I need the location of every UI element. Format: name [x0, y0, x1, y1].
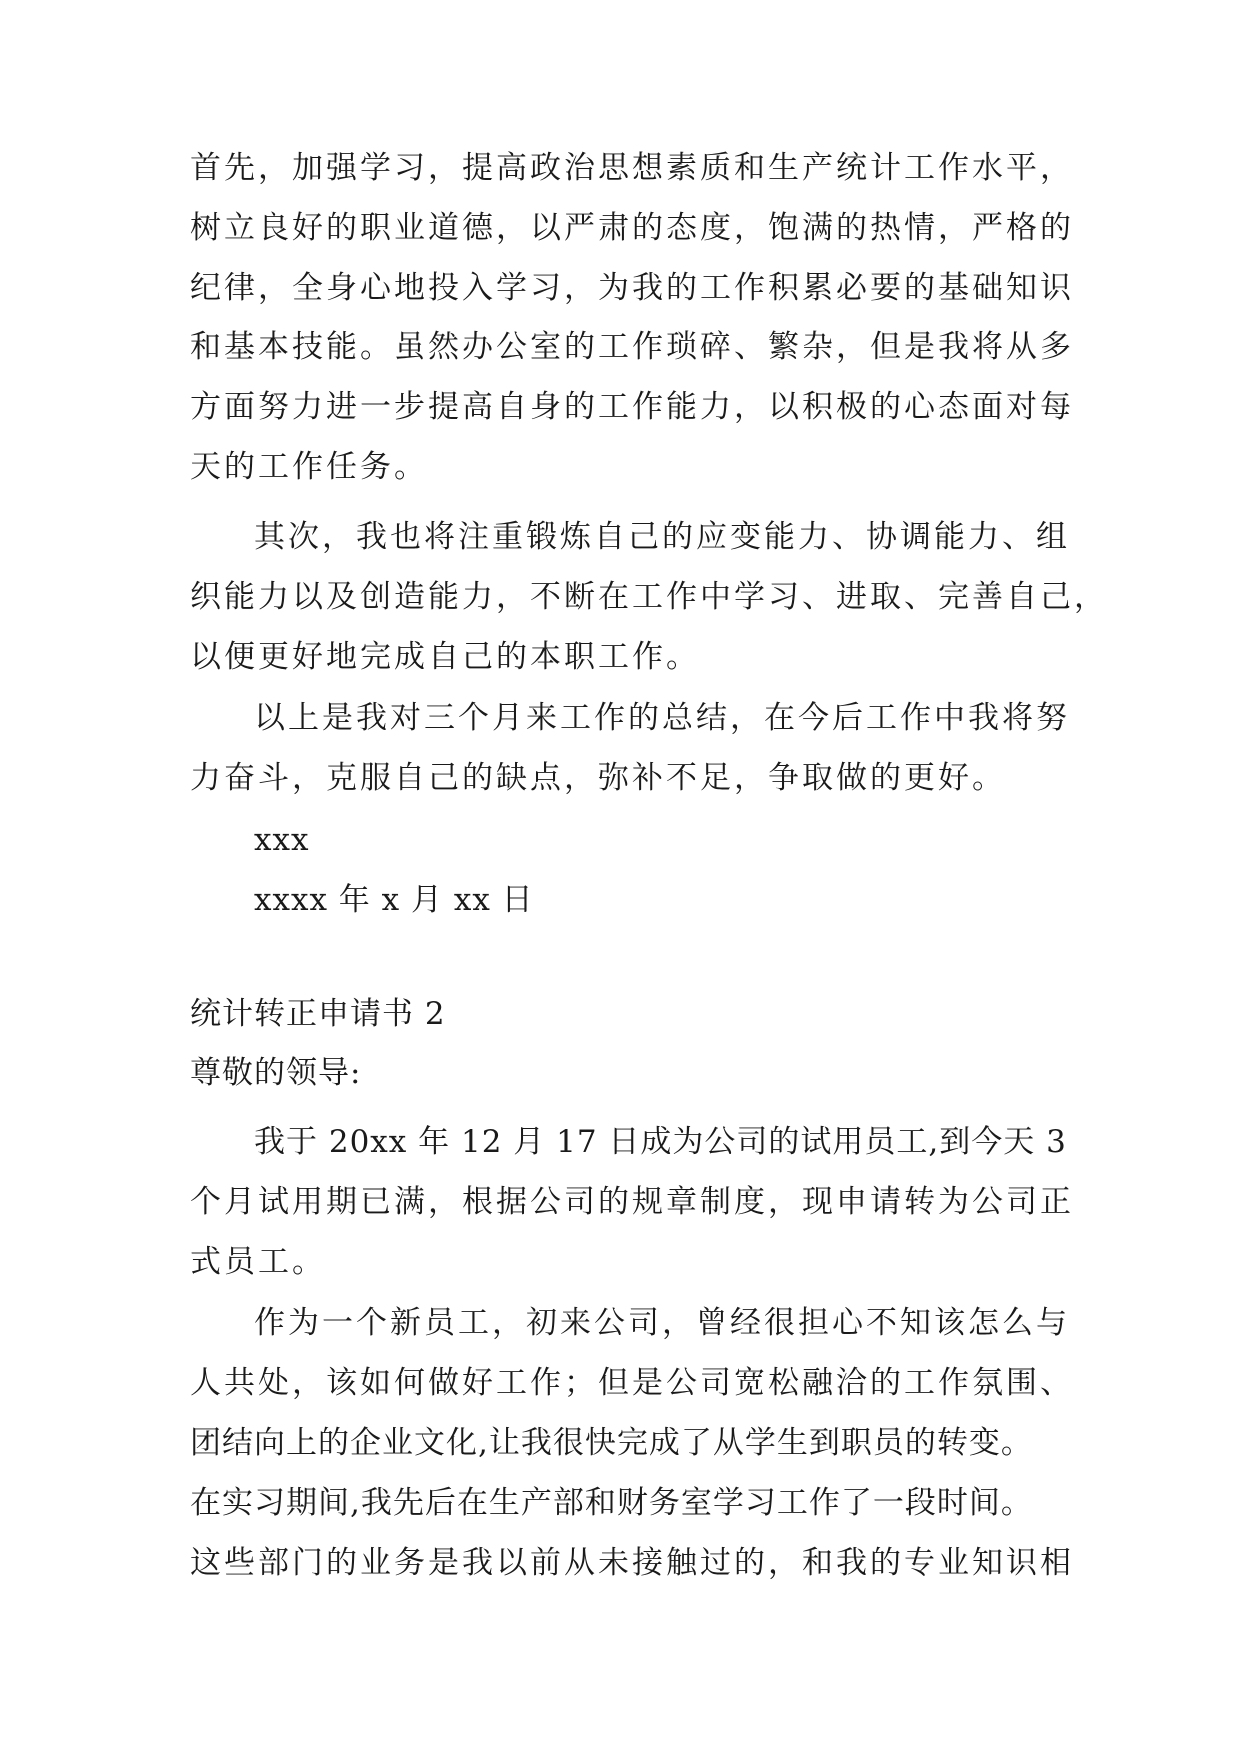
paragraph-5-line: 作为一个新员工，初来公司，曾经很担心不知该怎么与	[254, 1305, 1070, 1341]
paragraph-1-line: 方面努力进一步提高自身的工作能力，以积极的心态面对每	[190, 389, 1074, 425]
paragraph-2-line: 织能力以及创造能力，不断在工作中学习、进取、完善自己，	[190, 579, 1108, 615]
paragraph-4-line: 个月试用期已满，根据公司的规章制度，现申请转为公司正	[190, 1184, 1074, 1220]
paragraph-4-line: 式员工。	[190, 1244, 326, 1280]
salutation: 尊敬的领导:	[190, 1055, 362, 1091]
paragraph-1-line: 首先，加强学习，提高政治思想素质和生产统计工作水平，	[190, 150, 1074, 186]
paragraph-1-line: 树立良好的职业道德，以严肃的态度，饱满的热情，严格的	[190, 210, 1074, 246]
paragraph-2-line: 以便更好地完成自己的本职工作。	[190, 639, 700, 675]
section-title: 统计转正申请书 2	[190, 996, 446, 1032]
paragraph-5-line: 这些部门的业务是我以前从未接触过的，和我的专业知识相	[190, 1545, 1074, 1581]
paragraph-5-line: 人共处，该如何做好工作；但是公司宽松融洽的工作氛围、	[190, 1365, 1074, 1401]
paragraph-4-line: 我于 20xx 年 12 月 17 日成为公司的试用员工,到今天 3	[254, 1124, 1067, 1160]
signature-date: xxxx 年 x 月 xx 日	[254, 882, 534, 918]
paragraph-5-line: 团结向上的企业文化,让我很快完成了从学生到职员的转变。	[190, 1425, 1033, 1461]
paragraph-3-line: 力奋斗，克服自己的缺点，弥补不足，争取做的更好。	[190, 760, 1006, 796]
paragraph-1-line: 天的工作任务。	[190, 449, 428, 485]
paragraph-1-line: 纪律，全身心地投入学习，为我的工作积累必要的基础知识	[190, 270, 1074, 306]
paragraph-1-line: 和基本技能。虽然办公室的工作琐碎、繁杂，但是我将从多	[190, 329, 1074, 365]
paragraph-2-line: 其次，我也将注重锻炼自己的应变能力、协调能力、组	[254, 519, 1070, 555]
signature-name: xxx	[254, 822, 310, 858]
paragraph-3-line: 以上是我对三个月来工作的总结，在今后工作中我将努	[254, 700, 1070, 736]
paragraph-5-line: 在实习期间,我先后在生产部和财务室学习工作了一段时间。	[190, 1485, 1033, 1521]
